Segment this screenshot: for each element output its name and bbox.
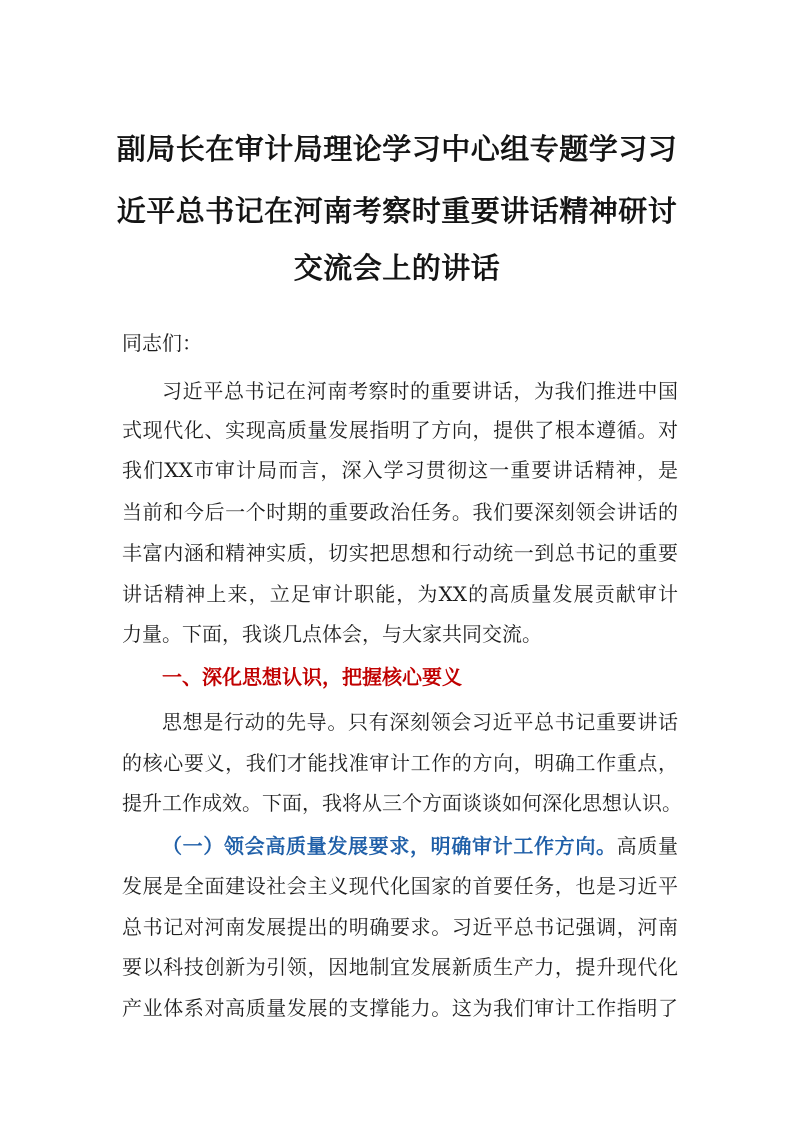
subsection-line: 发展是全面建设社会主义现代化国家的首要任务，也是习近平 bbox=[122, 874, 678, 898]
title-line-1: 副局长在审计局理论学习中心组专题学习习 bbox=[116, 132, 678, 166]
section-line: 思想是行动的先导。只有深刻领会习近平总书记重要讲话 bbox=[162, 710, 678, 734]
subsection-line: 总书记对河南发展提出的明确要求。习近平总书记强调，河南 bbox=[122, 915, 678, 939]
intro-line: 当前和今后一个时期的重要政治任务。我们要深刻领会讲话的 bbox=[122, 500, 678, 524]
intro-line: 式现代化、实现高质量发展指明了方向，提供了根本遵循。对 bbox=[122, 418, 678, 442]
subsection-line: 产业体系对高质量发展的支撑能力。这为我们审计工作指明了 bbox=[122, 996, 678, 1020]
intro-line: 习近平总书记在河南考察时的重要讲话，为我们推进中国 bbox=[162, 379, 678, 403]
intro-line: 丰富内涵和精神实质，切实把思想和行动统一到总书记的重要 bbox=[122, 541, 678, 565]
title-line-2: 近平总书记在河南考察时重要讲话精神研讨 bbox=[116, 194, 678, 228]
intro-line: 力量。下面，我谈几点体会，与大家共同交流。 bbox=[122, 622, 542, 646]
title-line-3: 交流会上的讲话 bbox=[293, 251, 501, 285]
intro-line: 我们XX市审计局而言，深入学习贯彻这一重要讲话精神，是 bbox=[122, 458, 678, 482]
subsection-heading: （一）领会高质量发展要求，明确审计工作方向。 bbox=[162, 834, 617, 858]
section-heading: 一、深化思想认识，把握核心要义 bbox=[162, 665, 462, 689]
section-line: 提升工作成效。下面，我将从三个方面谈谈如何深化思想认识。 bbox=[122, 791, 682, 815]
section-line: 的核心要义，我们才能找准审计工作的方向，明确工作重点， bbox=[122, 751, 678, 775]
subsection-first-line bbox=[162, 836, 678, 856]
salutation: 同志们： bbox=[122, 331, 202, 355]
subsection-heading-tail: 高质量 bbox=[616, 834, 679, 858]
intro-line: 讲话精神上来，立足审计职能，为XX的高质量发展贡献审计 bbox=[122, 582, 678, 606]
subsection-line: 要以科技创新为引领，因地制宜发展新质生产力，提升现代化 bbox=[122, 955, 678, 979]
